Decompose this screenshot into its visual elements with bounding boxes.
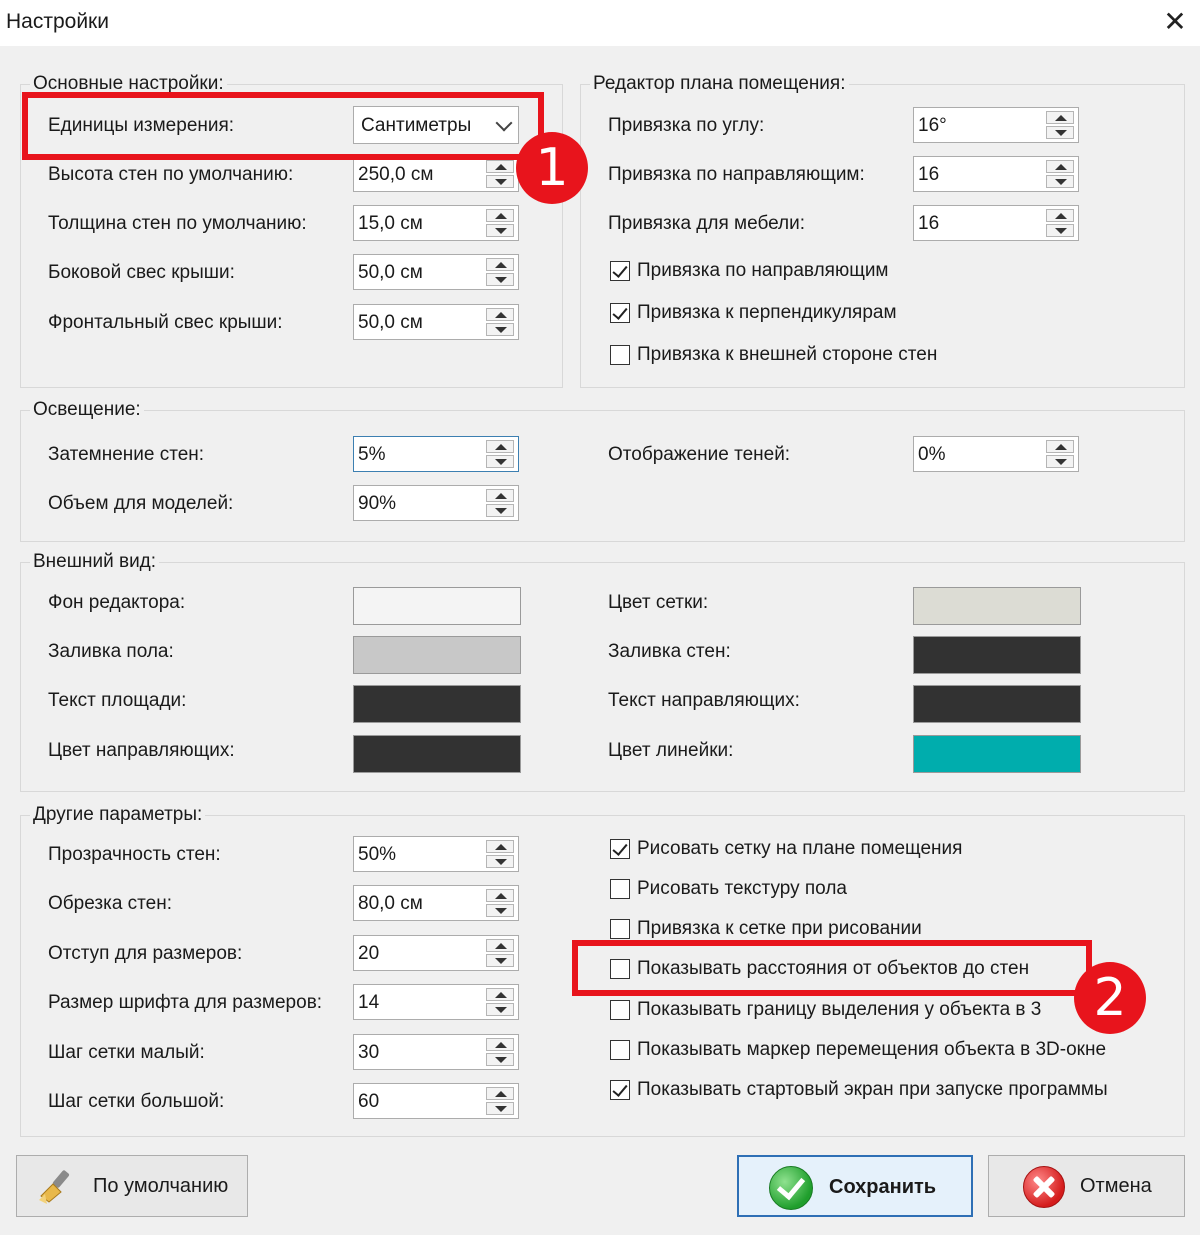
spin-down-icon[interactable] [1046, 224, 1074, 237]
save-button[interactable] [737, 1155, 973, 1217]
wall-dimming-spinner[interactable] [353, 436, 519, 472]
grid-large-value: 60 [358, 1091, 380, 1112]
ruler-color-swatch[interactable] [913, 735, 1081, 773]
checkbox-label: Привязка к внешней стороне стен [637, 344, 938, 365]
wall-thickness-spinner[interactable] [353, 205, 519, 241]
wall-height-value: 250,0 см [358, 164, 434, 185]
guide-snap-spinner[interactable] [913, 156, 1079, 192]
checkbox-label: Показывать маркер перемещения объекта в 3D-окне [637, 1039, 1107, 1060]
cancel-button[interactable] [988, 1155, 1185, 1217]
wall-cut-label: Обрезка стен: [48, 893, 172, 914]
annotation-badge-2: 2 [1074, 962, 1146, 1034]
spin-down-icon[interactable] [486, 273, 514, 286]
dim-offset-spinner[interactable] [353, 935, 519, 971]
checkmark-icon [769, 1166, 813, 1210]
shadows-label: Отображение теней: [608, 444, 791, 465]
spin-down-icon[interactable] [486, 224, 514, 237]
wall-thickness-label: Толщина стен по умолчанию: [48, 213, 307, 234]
grid-small-value: 30 [358, 1042, 380, 1063]
spin-up-icon[interactable] [486, 1038, 514, 1051]
side-overhang-spinner[interactable] [353, 254, 519, 290]
checkbox-box[interactable] [610, 919, 630, 939]
spin-up-icon[interactable] [486, 440, 514, 453]
front-overhang-value: 50,0 см [358, 312, 423, 333]
spin-up-icon[interactable] [486, 258, 514, 271]
spin-up-icon[interactable] [1046, 111, 1074, 124]
front-overhang-spinner[interactable] [353, 304, 519, 340]
spin-down-icon[interactable] [486, 954, 514, 967]
wall-transparency-label: Прозрачность стен: [48, 844, 221, 865]
spin-up-icon[interactable] [486, 939, 514, 952]
checkbox-label: Рисовать текстуру пола [637, 878, 847, 899]
other-params-legend: Другие параметры: [30, 804, 205, 826]
guide-color-label: Цвет направляющих: [48, 740, 235, 761]
checkbox-box[interactable] [610, 345, 630, 365]
checkbox-label: Привязка к сетке при рисовании [637, 918, 922, 939]
spin-up-icon[interactable] [486, 1087, 514, 1100]
brush-icon [35, 1166, 79, 1206]
checkbox-box[interactable] [610, 1040, 630, 1060]
editor-bg-label: Фон редактора: [48, 592, 186, 613]
spin-up-icon[interactable] [486, 889, 514, 902]
angle-snap-label: Привязка по углу: [608, 115, 765, 136]
spin-up-icon[interactable] [1046, 160, 1074, 173]
shadows-value: 0% [918, 444, 946, 465]
defaults-button-label: По умолчанию [93, 1175, 229, 1197]
checkbox-box[interactable] [610, 303, 630, 323]
side-overhang-value: 50,0 см [358, 262, 423, 283]
plan-editor-legend: Редактор плана помещения: [590, 73, 849, 95]
shadows-spinner[interactable] [913, 436, 1079, 472]
model-volume-label: Объем для моделей: [48, 493, 234, 514]
checkbox-label: Показывать границу выделения у объекта в 3 [637, 999, 1042, 1020]
cancel-icon [1023, 1166, 1065, 1208]
highlight-box-2 [572, 940, 1092, 996]
wall-dimming-label: Затемнение стен: [48, 444, 205, 465]
checkbox-label: Рисовать сетку на плане помещения [637, 838, 963, 859]
checkbox-label: Привязка к перпендикулярам [637, 302, 897, 323]
side-overhang-label: Боковой свес крыши: [48, 262, 235, 283]
basic-settings-legend: Основные настройки: [30, 73, 227, 95]
dim-offset-value: 20 [358, 943, 380, 964]
spin-up-icon[interactable] [486, 209, 514, 222]
angle-snap-value: 16° [918, 115, 947, 136]
spin-down-icon[interactable] [486, 1102, 514, 1115]
grid-small-label: Шаг сетки малый: [48, 1042, 205, 1063]
spin-up-icon[interactable] [486, 160, 514, 173]
spin-down-icon[interactable] [1046, 126, 1074, 139]
wall-transparency-value: 50% [358, 844, 397, 865]
spin-down-icon[interactable] [1046, 175, 1074, 188]
furniture-snap-value: 16 [918, 213, 940, 234]
units-label: Единицы измерения: [48, 115, 235, 136]
spin-down-icon[interactable] [486, 323, 514, 336]
checkbox-box[interactable] [610, 839, 630, 859]
checkbox-label: Привязка по направляющим [637, 260, 889, 281]
grid-large-label: Шаг сетки большой: [48, 1091, 225, 1112]
grid-color-label: Цвет сетки: [608, 592, 709, 613]
close-icon[interactable]: ✕ [1163, 6, 1187, 37]
window-title: Настройки [6, 10, 109, 33]
guide-text-label: Текст направляющих: [608, 690, 800, 711]
spin-down-icon[interactable] [486, 1003, 514, 1016]
spin-up-icon[interactable] [1046, 440, 1074, 453]
spin-down-icon[interactable] [486, 1053, 514, 1066]
appearance-legend: Внешний вид: [30, 551, 159, 573]
grid-color-swatch[interactable] [913, 587, 1081, 625]
wall-cut-value: 80,0 см [358, 893, 423, 914]
furniture-snap-spinner[interactable] [913, 205, 1079, 241]
model-volume-spinner[interactable] [353, 485, 519, 521]
spin-up-icon[interactable] [1046, 209, 1074, 222]
spin-up-icon[interactable] [486, 308, 514, 321]
dim-font-spinner[interactable] [353, 984, 519, 1020]
highlight-box-1 [22, 92, 544, 160]
furniture-snap-label: Привязка для мебели: [608, 213, 806, 234]
area-text-swatch[interactable] [353, 685, 521, 723]
spin-down-icon[interactable] [486, 855, 514, 868]
grid-large-spinner[interactable] [353, 1083, 519, 1119]
checkbox-box[interactable] [610, 879, 630, 899]
guide-snap-label: Привязка по направляющим: [608, 164, 865, 185]
dim-font-value: 14 [358, 992, 380, 1013]
angle-snap-spinner[interactable] [913, 107, 1079, 143]
guide-text-swatch[interactable] [913, 685, 1081, 723]
checkbox-label: Показывать расстояния от объектов до стен [637, 958, 1030, 979]
save-button-label: Сохранить [829, 1176, 937, 1198]
spin-down-icon[interactable] [486, 504, 514, 517]
front-overhang-label: Фронтальный свес крыши: [48, 312, 283, 333]
spin-down-icon[interactable] [486, 455, 514, 468]
wall-height-label: Высота стен по умолчанию: [48, 164, 294, 185]
wall-fill-swatch[interactable] [913, 636, 1081, 674]
checkbox-box[interactable] [610, 1080, 630, 1100]
spin-up-icon[interactable] [486, 840, 514, 853]
wall-transparency-spinner[interactable] [353, 836, 519, 872]
lighting-group [20, 410, 1185, 542]
defaults-button[interactable] [16, 1155, 248, 1217]
checkbox-label: Показывать стартовый экран при запуске программы [637, 1079, 1108, 1100]
floor-fill-label: Заливка пола: [48, 641, 174, 662]
annotation-badge-1: 1 [516, 132, 588, 204]
dim-font-label: Размер шрифта для размеров: [48, 992, 323, 1013]
floor-fill-swatch[interactable] [353, 636, 521, 674]
cancel-button-label: Отмена [1080, 1175, 1152, 1197]
spin-up-icon[interactable] [486, 489, 514, 502]
wall-thickness-value: 15,0 см [358, 213, 423, 234]
wall-fill-label: Заливка стен: [608, 641, 731, 662]
wall-cut-spinner[interactable] [353, 885, 519, 921]
spin-up-icon[interactable] [486, 988, 514, 1001]
dim-offset-label: Отступ для размеров: [48, 943, 243, 964]
wall-dimming-value: 5% [358, 444, 386, 465]
model-volume-value: 90% [358, 493, 397, 514]
title-bar [0, 0, 1200, 46]
grid-small-spinner[interactable] [353, 1034, 519, 1070]
checkbox-box[interactable] [610, 1000, 630, 1020]
spin-down-icon[interactable] [1046, 455, 1074, 468]
wall-height-spinner[interactable] [353, 156, 519, 192]
area-text-label: Текст площади: [48, 690, 187, 711]
editor-bg-swatch[interactable] [353, 587, 521, 625]
spin-down-icon[interactable] [486, 175, 514, 188]
guide-color-swatch[interactable] [353, 735, 521, 773]
guide-snap-value: 16 [918, 164, 940, 185]
units-select-value: Сантиметры [361, 115, 472, 136]
spin-down-icon[interactable] [486, 904, 514, 917]
lighting-legend: Освещение: [30, 399, 144, 421]
checkbox-box[interactable] [610, 261, 630, 281]
ruler-color-label: Цвет линейки: [608, 740, 734, 761]
